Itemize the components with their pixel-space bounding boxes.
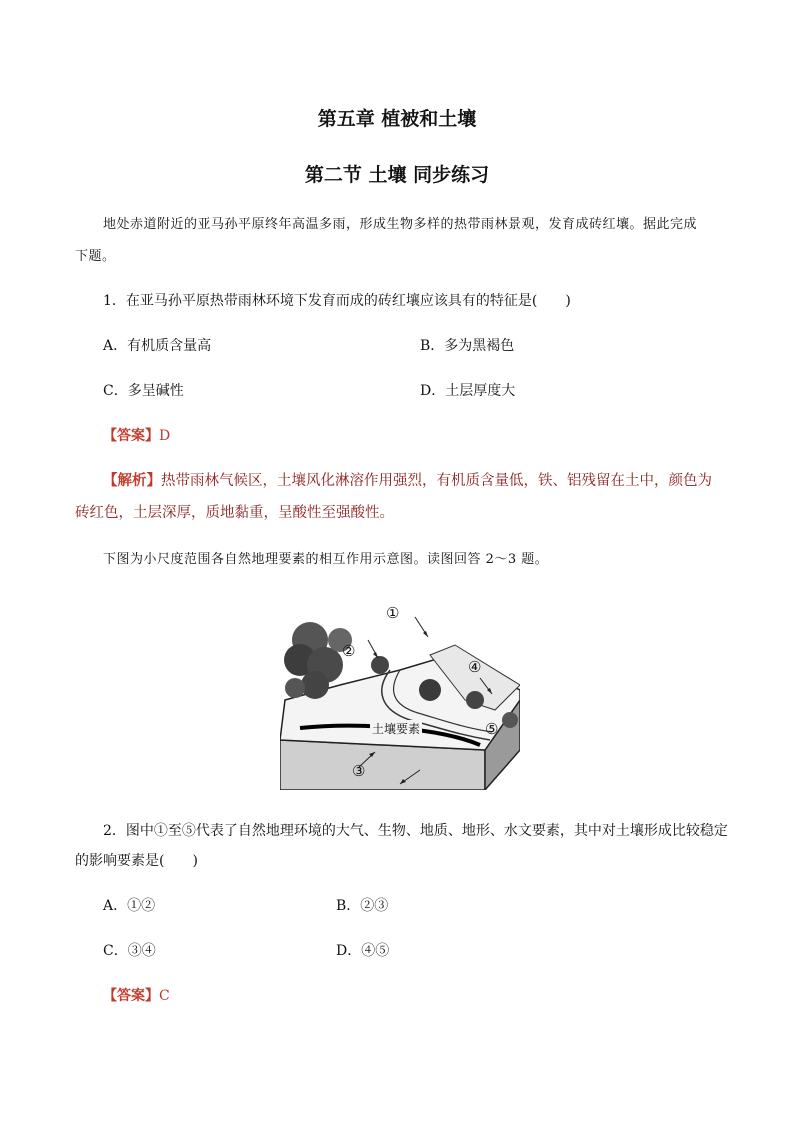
question-1-stem: 1．在亚马孙平原热带雨林环境下发育而成的砖红壤应该具有的特征是( ) [103,293,571,309]
marker-1: ① [386,604,400,622]
question-2-option-b: B．②③ [336,898,389,914]
analysis-label: 【解析】 [103,472,161,489]
analysis-text: 热带雨林气候区，土壤风化淋溶作用强烈，有机质含量低，铁、铝残留在土中，颜色为砖红色，土层深厚，质地黏重，呈酸性至强酸性。 [75,473,712,521]
marker-3: ③ [352,762,366,780]
answer-value: D [159,428,171,444]
question-2-answer [103,985,170,1005]
marker-2: ② [342,642,356,660]
intro-line-2: 下题。 [75,249,116,264]
question-1-option-d: D．土层厚度大 [420,383,516,399]
soil-factor-label: 土壤要素 [372,722,421,736]
question-2-stem-line-1: 2．图中①至⑤代表了自然地理环境的大气、生物、地质、地形、水文要素，其中对土壤形成比较稳定 [103,823,728,839]
question-2-option-d: D．④⑤ [336,943,390,959]
section-title: 第二节 土壤 同步练习 [304,164,490,186]
marker-4: ④ [468,658,482,676]
question-2-option-c: C．③④ [103,943,156,959]
soil-factors-diagram [280,600,520,790]
question-1-option-c: C．多呈碱性 [103,383,184,399]
question-2-stem-line-2: 的影响要素是( ) [75,853,198,869]
intro-2: 下图为小尺度范围各自然地理要素的相互作用示意图。读图回答 2～3 题。 [103,552,549,567]
intro-line-1: 地处赤道附近的亚马孙平原终年高温多雨，形成生物多样的热带雨林景观，发育成砖红壤。据此完成 [103,217,698,232]
diagram-illustration [280,600,520,790]
marker-5: ⑤ [485,720,499,738]
question-1-option-b: B．多为黑褐色 [420,338,515,354]
answer-value: C [159,988,170,1004]
question-1-answer [103,425,170,445]
question-2-option-a: A．①② [103,898,156,914]
question-1-analysis [75,465,725,529]
question-1-option-a: A．有机质含量高 [103,338,212,354]
answer-label: 【答案】 [103,988,159,1004]
answer-label: 【答案】 [103,428,159,444]
chapter-title: 第五章 植被和土壤 [317,108,477,130]
